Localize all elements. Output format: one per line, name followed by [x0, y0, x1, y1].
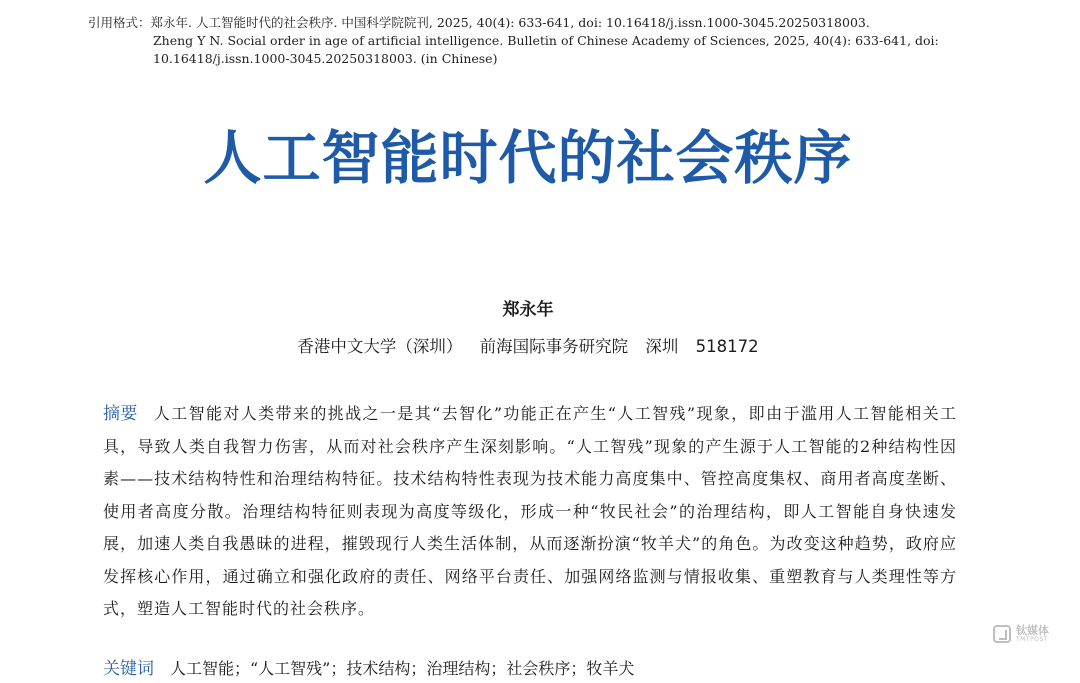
paper-title: 人工智能时代的社会秩序 — [203, 124, 853, 192]
citation-chinese: 郑永年. 人工智能时代的社会秩序. 中国科学院院刊, 2025, 40(4): 633-641, doi: 10.16418/j.issn.1000-3045.20250318003. — [150, 15, 870, 30]
watermark — [993, 625, 1049, 643]
author-name: 郑永年 — [502, 300, 554, 320]
citation-chinese-row — [88, 14, 988, 32]
watermark-text — [1016, 625, 1049, 643]
keywords-text: 人工智能；“人工智残”；技术结构；治理结构；社会秩序；牧羊犬 — [170, 659, 635, 678]
abstract-label: 摘要 — [103, 404, 138, 424]
author-affiliation: 香港中文大学（深圳） 前海国际事务研究院 深圳 518172 — [297, 337, 759, 356]
watermark-sub: TMTPOST — [1016, 636, 1048, 643]
keywords-section — [103, 655, 803, 683]
citation-block — [88, 14, 988, 68]
citation-label: 引用格式： — [88, 15, 151, 30]
citation-english: Zheng Y N. Social order in age of artificial intelligence. Bulletin of Chinese Academy of Sciences, 2025, 40(4): 633-641, doi: 10.16418/j.issn.1000-3045.20250318003. (in Chinese) — [153, 33, 939, 66]
keywords-label: 关键词 — [103, 659, 154, 679]
watermark-logo-icon — [993, 625, 1011, 643]
abstract-section — [103, 398, 957, 626]
watermark-name: 钛媒体 — [1016, 624, 1049, 637]
abstract-text: 人工智能对人类带来的挑战之一是其“去智化”功能正在产生“人工智残”现象，即由于滥用人工智能相关工具，导致人类自我智力伤害，从而对社会秩序产生深刻影响。“人工智残”现象的产生源于人工智能的2种结构性因素——技术结构特性和治理结构特征。技术结构特性表现为技术能力高度集中、管控高度集权、商用者高度垄断、使用者高度分散。治理结构特征则表现为高度等级化，形成一种“牧民社会”的治理结构，即人工智能自身快速发展，加速人类自我愚昧的进程，摧毁现行人类生活体制，从而逐渐扮演“牧羊犬”的角色。为改变这种趋势，政府应发挥核心作用，通过确立和强化政府的责任、网络平台责任、加强网络监测与情报收集、重塑教育与人类理性等方式，塑造人工智能时代的社会秩序。 — [103, 404, 957, 618]
